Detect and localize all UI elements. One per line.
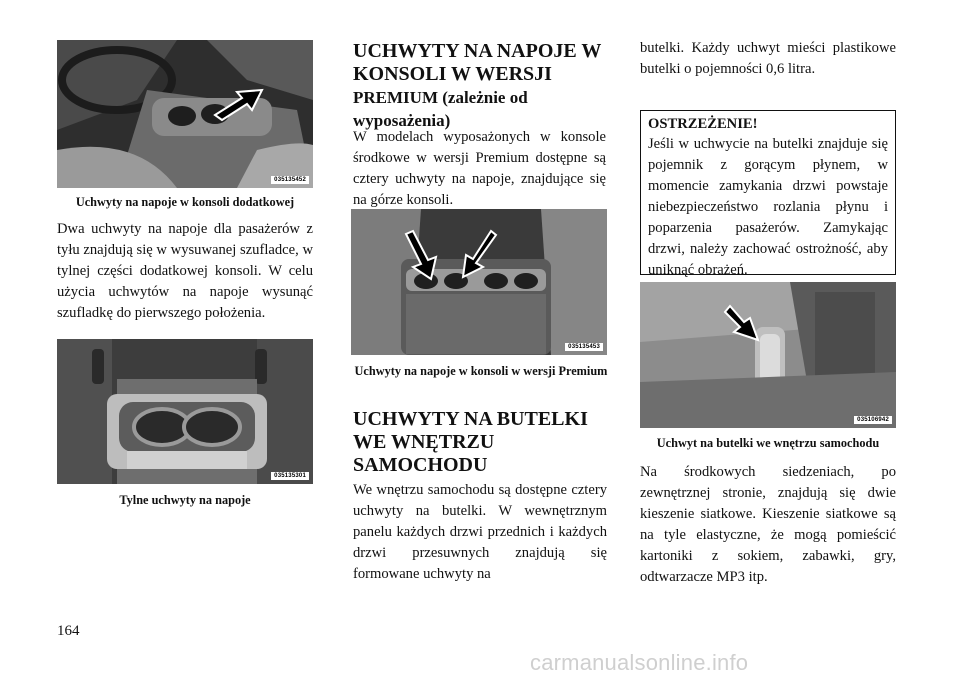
- warning-text: Jeśli w uchwycie na butelki znajduje się pojemnik z gorącym płynem, w momencie zamykania drzwi powstaje niebezpieczeństwo rozlania płynu i poparzenia pasażerów. Zamykając drzwi, należy zachować ostrożność, aby uniknąć obrażeń.: [648, 136, 888, 278]
- photo-rear-cupholders: [57, 339, 313, 484]
- photo-premium-console-cupholders: [351, 209, 607, 355]
- photo-code: 035135453: [565, 343, 603, 351]
- photo-caption: Uchwyty na napoje w konsoli w wersji Premium: [354, 364, 608, 378]
- body-paragraph: butelki. Każdy uchwyt mieści plastikowe butelki o pojemności 0,6 litra.: [640, 40, 896, 77]
- photo-caption: Uchwyty na napoje w konsoli dodatkowej: [75, 195, 295, 209]
- section-heading-bottle-holders: UCHWYTY NA BUTELKI WE WNĘTRZU SAMOCHODU: [353, 408, 588, 476]
- heading-sub: PREMIUM (zależnie od wyposażenia): [353, 88, 528, 130]
- warning-box: [640, 110, 896, 278]
- heading-main: UCHWYTY NA NAPOJE W KONSOLI W WERSJI: [353, 40, 601, 85]
- photo-caption: Tylne uchwyty na napoje: [119, 493, 251, 507]
- body-paragraph: Na środkowych siedzeniach, po zewnętrznej stronie, znajdują się dwie kieszenie siatkowe. Kieszenie siatkowe są na tyle elastyczne, że mogą pomieścić kartoniki z sokiem, zabawki, gry, odtwarzacze MP3 itp.: [640, 464, 896, 585]
- photo-caption: Uchwyt na butelki we wnętrzu samochodu: [656, 436, 880, 450]
- body-paragraph: We wnętrzu samochodu są dostępne cztery uchwyty na butelki. W wewnętrznym panelu każdych drzwi przednich i każdych drzwi przesuwnych znajdują się formowane uchwyty na: [353, 482, 607, 582]
- photo-console-cupholders: [57, 40, 313, 188]
- page-number: 164: [57, 623, 80, 639]
- photo-code: 035135301: [271, 472, 309, 480]
- body-paragraph: Dwa uchwyty na napoje dla pasażerów z tyłu znajdują się w wysuwanej szufladce, w tylnej części dodatkowej konsoli. W celu użycia uchwytów na napoje wysunąć szufladkę do pierwszego położenia.: [57, 221, 313, 321]
- watermark: carmanualsonline.info: [530, 650, 749, 675]
- section-heading-premium-console: [353, 40, 609, 132]
- photo-code: 035135452: [271, 176, 309, 184]
- body-paragraph: W modelach wyposażonych w konsole środkowe w wersji Premium dostępne są cztery uchwyty na napoje, znajdujące się na górze konsoli.: [353, 129, 606, 208]
- photo-code: 035106942: [854, 416, 892, 424]
- photo-door-bottle-holder: [640, 282, 896, 428]
- warning-title: OSTRZEŻENIE!: [648, 116, 758, 132]
